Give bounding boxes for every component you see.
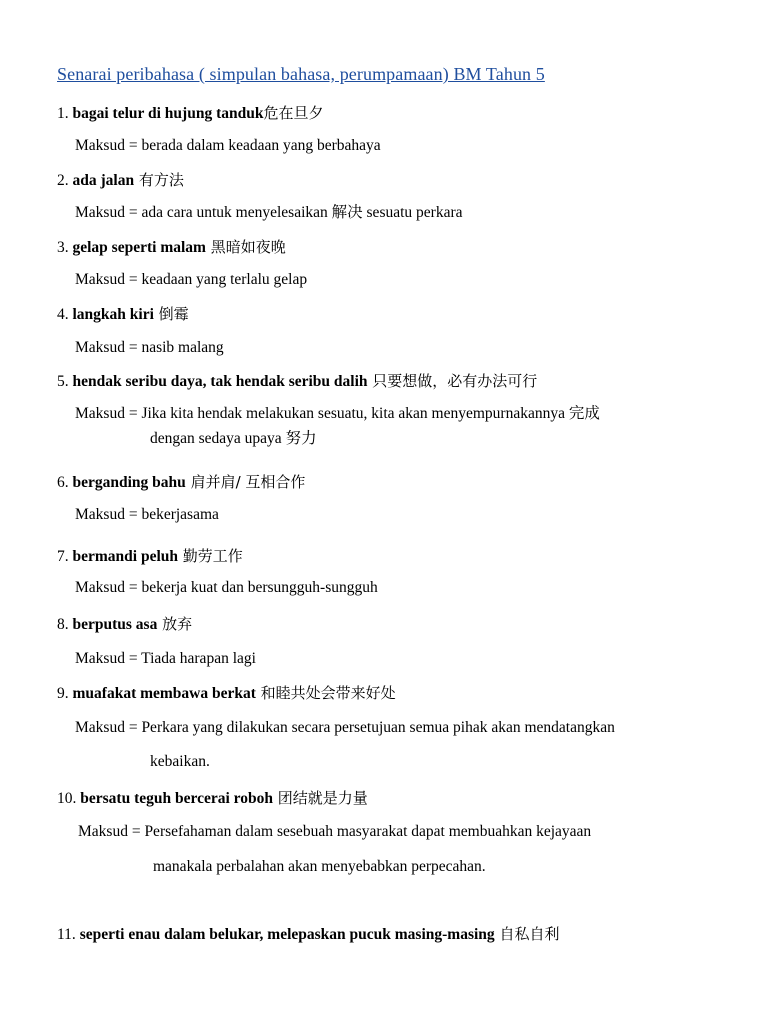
meaning-label: Maksud =: [75, 271, 142, 288]
item-chinese: 自私自利: [494, 925, 560, 943]
item-number: 8.: [57, 616, 73, 633]
item-term: bagai telur di hujung tanduk: [72, 105, 264, 122]
item-meaning-5: [75, 404, 600, 424]
list-item-4: [57, 304, 189, 325]
item-term: gelap seperti malam: [72, 239, 206, 256]
meaning-text: manakala perbalahan akan menyebabkan perpecahan.: [153, 858, 486, 875]
meaning-text: berada dalam keadaan yang berbahaya: [141, 137, 381, 154]
meaning-label: Maksud =: [75, 137, 142, 154]
meaning-text: kebaikan.: [150, 753, 210, 770]
item-meaning-4: [75, 338, 224, 358]
meaning-text: Persefahaman dalam sesebuah masyarakat dapat membuahkan kejayaan: [144, 823, 592, 840]
item-number: 9.: [57, 685, 73, 702]
list-item-6: [57, 472, 305, 493]
item-number: 10.: [57, 790, 81, 807]
list-item-8: [57, 614, 192, 635]
meaning-label: Maksud =: [75, 405, 142, 422]
item-meaning-5-cont: [150, 429, 317, 449]
item-meaning-9: [75, 718, 615, 738]
item-term: ada jalan: [72, 172, 135, 189]
meaning-label: Maksud =: [75, 339, 142, 356]
list-item-2: [57, 170, 184, 191]
list-item-3: [57, 237, 286, 258]
item-meaning-6: [75, 505, 219, 525]
item-term: langkah kiri: [72, 306, 154, 323]
item-number: 11.: [57, 926, 80, 943]
meaning-label: Maksud =: [75, 719, 142, 736]
item-meaning-10: [78, 822, 591, 842]
item-chinese: 危在旦夕: [263, 104, 324, 122]
meaning-text: Tiada harapan lagi: [141, 650, 256, 667]
item-number: 2.: [57, 172, 73, 189]
meaning-label: Maksud =: [78, 823, 145, 840]
item-meaning-1: [75, 136, 381, 156]
item-chinese: 有方法: [134, 171, 184, 189]
item-number: 3.: [57, 239, 73, 256]
meaning-text: nasib malang: [141, 339, 224, 356]
item-meaning-2: [75, 203, 463, 223]
list-item-9: [57, 683, 396, 704]
meaning-text: Perkara yang dilakukan secara persetujuan semua pihak akan mendatangkan: [141, 719, 615, 736]
item-chinese: 团结就是力量: [273, 789, 368, 807]
list-item-7: [57, 546, 243, 567]
item-chinese: 只要想做，必有办法可行: [367, 372, 538, 390]
list-item-5: [57, 371, 537, 392]
item-meaning-7: [75, 578, 378, 598]
item-term: muafakat membawa berkat: [72, 685, 256, 702]
item-chinese: 勤劳工作: [178, 547, 243, 565]
meaning-text: keadaan yang terlalu gelap: [141, 271, 308, 288]
meaning-text: ada cara untuk menyelesaikan 解决 sesuatu perkara: [141, 204, 463, 221]
item-chinese: 肩并肩/ 互相合作: [185, 473, 306, 491]
item-meaning-10-cont: [153, 857, 486, 877]
item-term: seperti enau dalam belukar, melepaskan pucuk masing-masing: [79, 926, 495, 943]
item-chinese: 放弃: [157, 615, 193, 633]
document-title: Senarai peribahasa ( simpulan bahasa, perumpamaan) BM Tahun 5: [57, 64, 545, 84]
item-number: 1.: [57, 105, 73, 122]
list-item-10: [57, 788, 368, 809]
meaning-label: Maksud =: [75, 204, 142, 221]
meaning-text: bekerja kuat dan bersungguh-sungguh: [141, 579, 378, 596]
list-item-1: [57, 103, 323, 124]
item-term: bermandi peluh: [72, 548, 179, 565]
item-term: hendak seribu daya, tak hendak seribu dalih: [72, 373, 368, 390]
item-meaning-8: [75, 649, 256, 669]
item-number: 5.: [57, 373, 73, 390]
item-number: 4.: [57, 306, 73, 323]
item-meaning-9-cont: [150, 752, 210, 772]
item-term: berputus asa: [72, 616, 158, 633]
item-chinese: 和睦共处会带来好处: [255, 684, 396, 702]
meaning-text: Jika kita hendak melakukan sesuatu, kita akan menyempurnakannya 完成: [141, 405, 600, 422]
meaning-label: Maksud =: [75, 506, 142, 523]
item-number: 6.: [57, 474, 73, 491]
item-term: bersatu teguh bercerai roboh: [80, 790, 273, 807]
item-meaning-3: [75, 270, 307, 290]
meaning-text: bekerjasama: [141, 506, 219, 523]
item-chinese: 黑暗如夜晚: [205, 238, 286, 256]
list-item-11: [57, 924, 559, 945]
meaning-text: dengan sedaya upaya 努力: [150, 430, 317, 447]
item-chinese: 倒霉: [153, 305, 189, 323]
item-term: berganding bahu: [72, 474, 186, 491]
item-number: 7.: [57, 548, 73, 565]
meaning-label: Maksud =: [75, 579, 142, 596]
meaning-label: Maksud =: [75, 650, 142, 667]
